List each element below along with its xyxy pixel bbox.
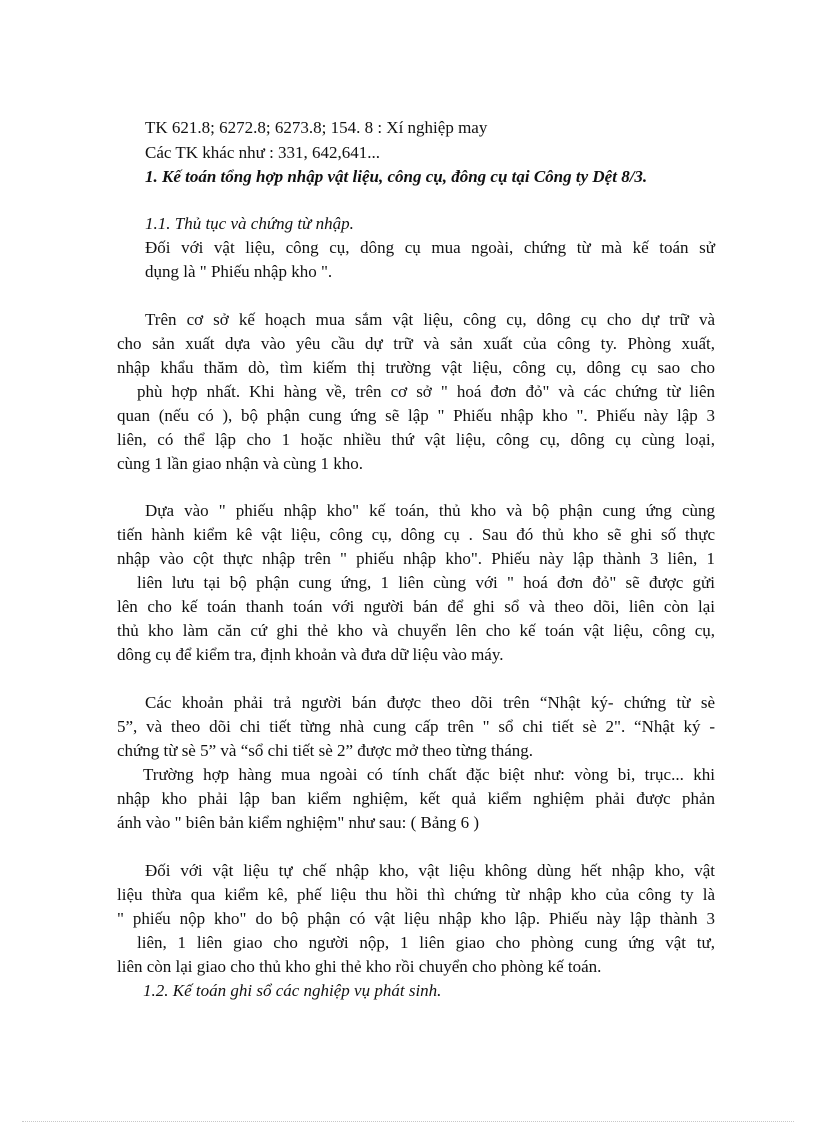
text-line: TK 621.8; 6272.8; 6273.8; 154. 8 : Xí nghiệp may [145, 118, 488, 137]
subsection-heading: 1.1. Thủ tục và chứng từ nhập. [145, 214, 354, 233]
text-line: dông cụ để kiểm tra, định khoản và đưa dữ liệu vào máy. [117, 645, 504, 664]
text-line: nhập kho phải lập ban kiểm nghiệm, kết quả kiểm nghiệm phải được phản [117, 789, 715, 808]
section-heading: 1. Kế toán tổng hợp nhập vật liệu, công cụ, đông cụ tại Công ty Dệt 8/3. [145, 167, 648, 186]
text-line: nhập vào cột thực nhập trên " phiếu nhập kho". Phiếu này lập thành 3 liên, 1 [117, 549, 715, 568]
text-line: Trên cơ sở kế hoạch mua sắm vật liệu, công cụ, dông cụ cho dự trữ và [145, 310, 715, 329]
text-line: cùng 1 lần giao nhận và cùng 1 kho. [117, 454, 363, 473]
text-line: chứng từ sè 5” và “sổ chi tiết sè 2” được mở theo từng tháng. [117, 741, 533, 760]
text-line: liên, 1 liên giao cho người nộp, 1 liên giao cho phòng cung ứng vật tư, [137, 933, 715, 952]
text-line: Đối với vật liệu tự chế nhập kho, vật liệu không dùng hết nhập kho, vật [145, 861, 715, 880]
text-line: phù hợp nhất. Khi hàng về, trên cơ sở " hoá đơn đỏ" và các chứng từ liên [137, 382, 715, 401]
text-line: Dựa vào " phiếu nhập kho" kế toán, thủ kho và bộ phận cung ứng cùng [145, 501, 715, 520]
subsection-heading: 1.2. Kế toán ghi sổ các nghiệp vụ phát sinh. [143, 981, 442, 1000]
text-line: quan (nếu có ), bộ phận cung ứng sẽ lập " Phiếu nhập kho ". Phiếu này lập 3 [117, 406, 715, 425]
text-line: cho sản xuất dựa vào yêu cầu dự trữ và sản xuất của công ty. Phòng xuất, [117, 334, 715, 353]
text-line: Các TK khác như : 331, 642,641... [145, 143, 381, 162]
text-line: liên lưu tại bộ phận cung ứng, 1 liên cùng với " hoá đơn đỏ" sẽ được gửi [137, 573, 715, 592]
text-line: Các khoản phải trả người bán được theo dõi trên “Nhật ký- chứng từ sè [145, 693, 715, 712]
text-line: liệu thừa qua kiểm kê, phế liệu thu hồi thì chứng từ nhập kho của công ty là [117, 885, 715, 904]
text-line: 5”, và theo dõi chi tiết từng nhà cung cấp trên " sổ chi tiết sè 2". “Nhật ký - [117, 717, 715, 736]
text-line: tiến hành kiểm kê vật liệu, công cụ, dông cụ . Sau đó thủ kho sẽ ghi số thực [117, 525, 715, 544]
text-line: dụng là " Phiếu nhập kho ". [145, 262, 333, 281]
text-line: nhập khẩu thăm dò, tìm kiếm thị trường vật liệu, công cụ, dông cụ sao cho [117, 358, 715, 377]
text-line: lên cho kế toán thanh toán với người bán để ghi sổ và theo dõi, liên còn lại [117, 597, 715, 616]
text-line: liên, có thể lập cho 1 hoặc nhiều thứ vật liệu, công cụ, dông cụ cùng loại, [117, 430, 715, 449]
footer-divider [22, 1121, 794, 1122]
text-line: " phiếu nộp kho" do bộ phận có vật liệu nhập kho lập. Phiếu này lập thành 3 [117, 909, 715, 928]
text-line: Đối với vật liệu, công cụ, dông cụ mua ngoài, chứng từ mà kế toán sử [145, 238, 715, 257]
text-line: thủ kho làm căn cứ ghi thẻ kho và chuyển lên cho kế toán vật liệu, công cụ, [117, 621, 715, 640]
text-line: ánh vào " biên bản kiểm nghiệm" như sau: ( Bảng 6 ) [117, 813, 480, 832]
text-line: Trường hợp hàng mua ngoài có tính chất đặc biệt như: vòng bi, trục... khi [143, 765, 715, 784]
text-line: liên còn lại giao cho thủ kho ghi thẻ kho rồi chuyển cho phòng kế toán. [117, 957, 602, 976]
